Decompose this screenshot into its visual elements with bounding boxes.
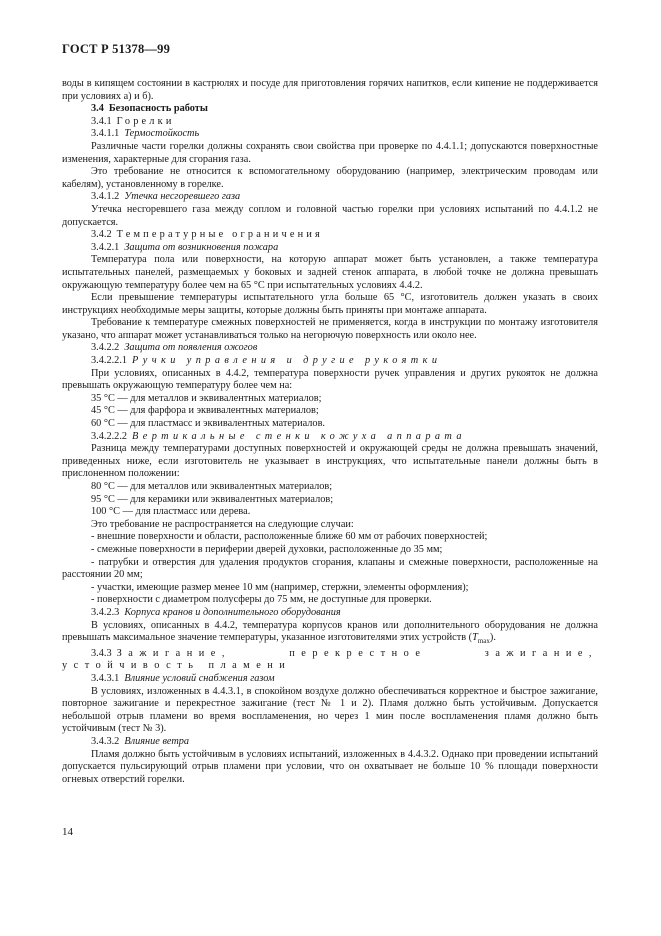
paragraph: В условиях, описанных в 4.4.2, температура корпусов кранов или дополнительного оборудования не должна превышать максимальное значение температуры, указанное изготовителями этих устройств $(T_{max})$. — [62, 619, 598, 646]
paragraph: - поверхности с диаметром полусферы до 75 мм, не доступные для проверки. — [91, 594, 432, 606]
symbol-t: T — [472, 632, 478, 644]
paragraph: Это требование не относится к вспомогательному оборудованию (например, электрическим проводам или кабелям), установленному в горелке. — [62, 166, 598, 190]
paragraph: 60 °С — для пластмасс и эквивалентных материалов. — [91, 418, 326, 430]
paragraph: Утечка несгоревшего газа между соплом и головной частью горелки при условиях испытаний по 4.4.1.2 не допускается. — [62, 203, 598, 228]
section-title: Влияние условий снабжения газом — [124, 672, 275, 684]
section-title: Ручки управления и другие рукоятки — [132, 355, 442, 367]
section-number: 3.4.2.2 — [91, 342, 120, 354]
section-heading — [62, 103, 598, 116]
section-heading — [62, 673, 598, 686]
paragraph: Требование к температуре смежных поверхностей не применяется, когда в инструкции по монтажу изготовителя указано, что аппарат может устанавливаться только на негорючую поверхность или около нее. — [62, 317, 598, 341]
document-header: ГОСТ Р 51378—99 — [62, 42, 171, 56]
paragraph: - участки, имеющие размер менее 10 мм (например, стержни, элементы оформления); — [91, 581, 469, 593]
section-title: Вертикальные стенки кожуха аппарата — [132, 430, 466, 442]
paragraph: 95 °С — для керамики или эквивалентных материалов; — [91, 493, 334, 505]
section-number: 3.4.2.2.1 — [91, 355, 128, 367]
section-title: Влияние ветра — [124, 735, 190, 747]
document-body — [62, 78, 598, 786]
paragraph: 35 °С — для металлов и эквивалентных материалов; — [91, 392, 322, 404]
section-title: Корпуса кранов и дополнительного оборудования — [124, 606, 341, 618]
section-title: Защита от появления ожогов — [124, 342, 258, 354]
section-number: 3.4.2.2.2 — [91, 430, 128, 442]
paragraph: Это требование не распространяется на следующие случаи: — [91, 518, 354, 530]
paragraph: Различные части горелки должны сохранять свои свойства при проверке по 4.4.1.1; допускаются поверхностные изменения, характерные для сгорания газа. — [62, 140, 598, 165]
paragraph: Если превышение температуры испытательного угла больше 65 °С, изготовитель должен указать в своих инструкциях необходимые меры защиты, которые должны быть приняты при монтаже аппарата. — [62, 292, 598, 316]
section-number: 3.4.2.3 — [91, 606, 120, 618]
section-number: 3.4.3.2 — [91, 735, 120, 747]
paragraph: Температура пола или поверхности, на которую аппарат может быть установлен, а также температура испытательных панелей, размещаемых у боковых и задней стенок аппарата, в любой точке не должна превышать окружающую температуру более чем на 65 °С при испытательных условиях 4.4.2. — [62, 254, 598, 291]
section-heading — [62, 431, 598, 444]
section-heading — [62, 736, 598, 749]
section-heading — [62, 128, 598, 141]
section-title: Зажигание, перекрестное зажигание, устойчивость пламени — [62, 647, 598, 672]
symbol-subscript: max — [477, 637, 490, 646]
paragraph: 100 °С — для пластмасс или дерева. — [91, 506, 251, 518]
paragraph: 80 °С — для металлов или эквивалентных материалов; — [91, 481, 333, 492]
paragraph: При условиях, описанных в 4.4.2, температура поверхности ручек управления и других рукояток не должна превышать окружающую температуру более чем на: — [62, 367, 598, 392]
paragraph: Разница между температурами доступных поверхностей и окружающей среды не должна превышать значений, приведенных ниже, если изготовитель не указывает в инструкциях, что испытательные панели должны быть в прислоненном положении: — [62, 443, 598, 480]
section-heading — [62, 229, 598, 242]
paragraph: Пламя должно быть устойчивым в условиях испытаний, изложенных в 4.4.3.2. Однако при проведении испытаний допускается пульсирующий отрыв пламени при условии, что он охватывает не больше 10 % площади поверхности огневых отверстий горелки. — [62, 748, 598, 785]
section-number: 3.4 — [91, 103, 104, 115]
section-heading — [62, 191, 598, 204]
paragraph: воды в кипящем состоянии в кастрюлях и посуде для приготовления горячих напитков, если кипение не поддерживается при условиях а) и б). — [62, 78, 598, 102]
section-heading — [62, 242, 598, 255]
section-title: Безопасность работы — [108, 103, 208, 115]
section-title: Горелки — [116, 115, 175, 127]
section-title: Термостойкость — [124, 128, 200, 140]
section-heading — [62, 648, 598, 673]
page-number: 14 — [62, 826, 73, 838]
paragraph: - патрубки и отверстия для удаления продуктов сгорания, клапаны и смежные поверхности, расположенные на расстоянии 20 мм; — [62, 556, 598, 581]
section-number: 3.4.1.2 — [91, 191, 120, 203]
section-number: 3.4.1 — [91, 115, 112, 127]
section-title: Температурные ограничения — [116, 229, 323, 241]
paragraph: 45 °С — для фарфора и эквивалентных материалов; — [91, 405, 319, 417]
section-number: 3.4.3.1 — [91, 672, 120, 684]
section-number: 3.4.2 — [91, 229, 112, 241]
paragraph: В условиях, изложенных в 4.4.3.1, в спокойном воздухе должно обеспечиваться корректное и быстрое зажигание, повторное зажигание и перекрестное зажигание (тест № 1 и 2). Пламя должно быть устойчивым. Допускается небольшой отрыв пламени во время воспламенения, но через 1 мин после воспламенения пламя должно быть устойчивым (тест № 3). — [62, 685, 598, 735]
section-title: Защита от возникновения пожара — [124, 241, 279, 253]
section-heading — [62, 116, 598, 129]
section-heading — [62, 607, 598, 620]
paragraph: - внешние поверхности и области, расположенные ближе 60 мм от рабочих поверхностей; — [91, 531, 488, 543]
paragraph: - смежные поверхности в периферии дверей духовки, расположенные до 35 мм; — [91, 543, 443, 555]
section-heading — [62, 355, 598, 368]
section-title: Утечка несгоревшего газа — [124, 191, 241, 203]
section-number: 3.4.1.1 — [91, 128, 120, 140]
section-heading — [62, 342, 598, 355]
section-number: 3.4.2.1 — [91, 241, 120, 253]
section-number: 3.4.3 — [91, 647, 112, 659]
